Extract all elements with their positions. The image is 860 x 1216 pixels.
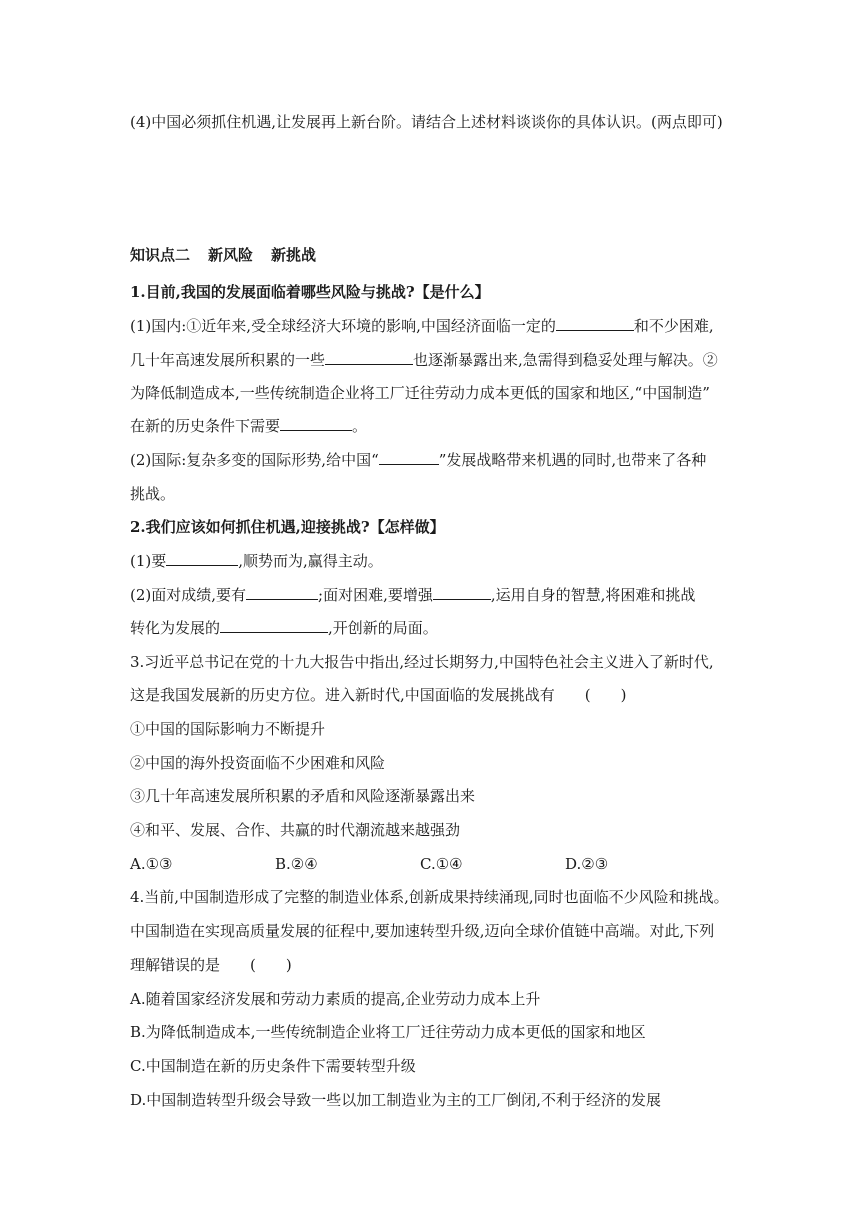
q2-text-3a: 转化为发展的 bbox=[130, 619, 221, 637]
question-4-subpart: (4)中国必须抓住机遇,让发展再上新台阶。请结合上述材料谈谈你的具体认识。(两点即可) bbox=[130, 113, 723, 131]
q1-text-a: (1)国内:①近年来,受全球经济大环境的影响,中国经济面临一定的 bbox=[130, 317, 556, 335]
q3-options bbox=[130, 854, 740, 874]
q2-text-1b: ,顺势而为,赢得主动。 bbox=[238, 552, 383, 570]
q1-domestic-line-3: 为降低制造成本,一些传统制造企业将工厂迁往劳动力成本更低的国家和地区,“中国制造” bbox=[130, 384, 710, 402]
q3-stem-line-1: 3.习近平总书记在党的十九大报告中指出,经过长期努力,中国特色社会主义进入了新时代, bbox=[130, 653, 714, 671]
q1-intl-a: (2)国际:复杂多变的国际形势,给中国“ bbox=[130, 451, 379, 469]
fill-blank[interactable] bbox=[379, 450, 439, 465]
fill-blank[interactable] bbox=[433, 585, 491, 600]
q4-option-c[interactable]: C.中国制造在新的历史条件下需要转型升级 bbox=[130, 1057, 416, 1075]
q2-text-2a: (2)面对成绩,要有 bbox=[130, 586, 247, 604]
q1-international-line-2: 挑战。 bbox=[130, 485, 176, 503]
section-heading bbox=[130, 245, 740, 265]
q4-stem-line-2: 中国制造在实现高质量发展的征程中,要加速转型升级,迈向全球价值链中高端。对此,下列 bbox=[130, 922, 715, 940]
question-2-title: 2.我们应该如何抓住机遇,迎接挑战?【怎样做】 bbox=[130, 518, 445, 536]
q2-text-1a: (1)要 bbox=[130, 552, 167, 570]
q1-domestic-line-1 bbox=[130, 316, 740, 336]
q3-option-b[interactable]: B.②④ bbox=[275, 855, 318, 873]
q3-item: ④和平、发展、合作、共赢的时代潮流越来越强劲 bbox=[130, 821, 461, 839]
fill-blank[interactable] bbox=[280, 416, 352, 431]
fill-blank[interactable] bbox=[246, 585, 318, 600]
q3-item: ②中国的海外投资面临不少困难和风险 bbox=[130, 754, 386, 772]
question-1-title: 1.目前,我国的发展面临着哪些风险与挑战?【是什么】 bbox=[130, 283, 490, 301]
q1-domestic-line-2 bbox=[130, 350, 740, 370]
q2-text-2b: ;面对困难,要增强 bbox=[318, 586, 433, 604]
q3-option-c[interactable]: C.①④ bbox=[420, 855, 463, 873]
q1-international-line-1 bbox=[130, 450, 740, 470]
q3-stem-line-2: 这是我国发展新的历史方位。进入新时代,中国面临的发展挑战有 ( ) bbox=[130, 686, 627, 704]
fill-blank[interactable] bbox=[220, 618, 328, 633]
q2-text-3b: ,开创新的局面。 bbox=[328, 619, 438, 637]
fill-blank[interactable] bbox=[325, 350, 413, 365]
q2-text-2c: ,运用自身的智慧,将困难和挑战 bbox=[490, 586, 696, 604]
q1-intl-b: ”发展战略带来机遇的同时,也带来了各种 bbox=[438, 451, 707, 469]
q1-text-f: 在新的历史条件下需要 bbox=[130, 417, 281, 435]
q4-stem-line-3: 理解错误的是 ( ) bbox=[130, 956, 292, 974]
q4-option-d[interactable]: D.中国制造转型升级会导致一些以加工制造业为主的工厂倒闭,不利于经济的发展 bbox=[130, 1091, 662, 1109]
q3-option-d[interactable]: D.②③ bbox=[565, 855, 609, 873]
q4-option-a[interactable]: A.随着国家经济发展和劳动力素质的提高,企业劳动力成本上升 bbox=[130, 990, 541, 1008]
q1-text-b: 和不少困难, bbox=[633, 317, 714, 335]
q2-line-3 bbox=[130, 618, 740, 638]
q1-text-d: 也逐渐暴露出来,急需得到稳妥处理与解决。② bbox=[413, 351, 718, 369]
fill-blank[interactable] bbox=[556, 316, 634, 331]
q4-stem-line-1: 4.当前,中国制造形成了完整的制造业体系,创新成果持续涌现,同时也面临不少风险和挑战。 bbox=[130, 888, 729, 906]
q1-domestic-line-4 bbox=[130, 416, 740, 436]
q3-item: ③几十年高速发展所积累的矛盾和风险逐渐暴露出来 bbox=[130, 787, 476, 805]
q1-text-c: 几十年高速发展所积累的一些 bbox=[130, 351, 326, 369]
q1-text-g: 。 bbox=[352, 417, 368, 435]
fill-blank[interactable] bbox=[166, 551, 238, 566]
q2-line-2 bbox=[130, 585, 740, 605]
section-part-2: 新挑战 bbox=[271, 246, 317, 264]
section-part-1: 新风险 bbox=[208, 246, 254, 264]
section-label: 知识点二 bbox=[130, 246, 191, 264]
q2-line-1 bbox=[130, 551, 740, 571]
q3-option-a[interactable]: A.①③ bbox=[130, 855, 173, 873]
q4-option-b[interactable]: B.为降低制造成本,一些传统制造企业将工厂迁往劳动力成本更低的国家和地区 bbox=[130, 1023, 646, 1041]
q3-item: ①中国的国际影响力不断提升 bbox=[130, 720, 326, 738]
